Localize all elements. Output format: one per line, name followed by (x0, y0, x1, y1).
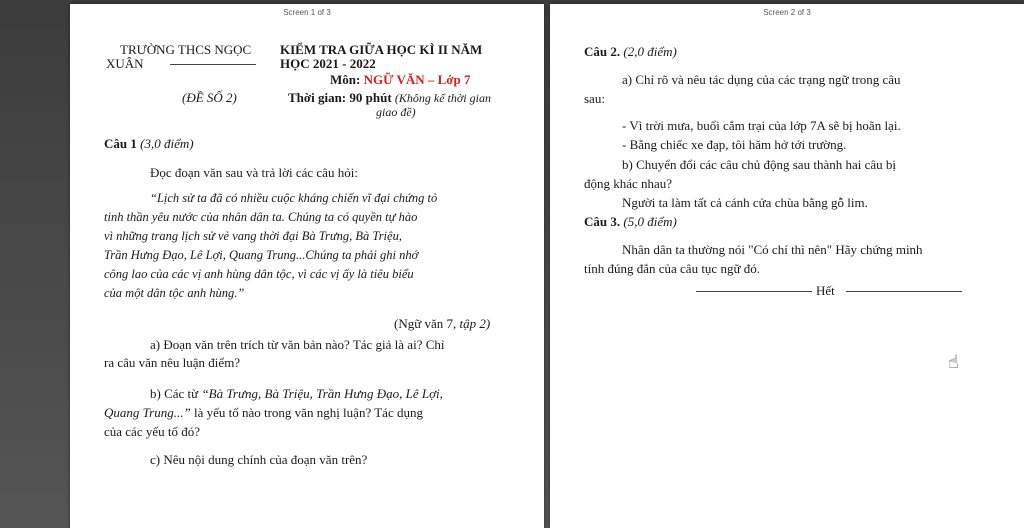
q2-title: Câu 2. (584, 44, 621, 59)
page-2 (550, 4, 1024, 528)
subject-label: Môn: (330, 72, 361, 87)
q1-b-quote2: Quang Trung...” (104, 405, 191, 420)
q1-title: Câu 1 (104, 136, 137, 151)
time-note-1: (Không kể thời gian (394, 91, 491, 105)
passage-line: Trần Hưng Đạo, Lê Lợi, Quang Trung...Chúng ta phải ghi nhớ (104, 248, 419, 262)
end-text: Hết (816, 283, 835, 298)
passage-line: của một dân tộc anh hùng.” (104, 286, 245, 300)
passage-line: công lao của các vị anh hùng dân tộc, vì các vị ấy là tiêu biểu (104, 267, 414, 281)
q3-line2: tính đúng đắn của câu tục ngữ đó. (584, 261, 761, 276)
exam-title-line2: HỌC 2021 - 2022 (280, 56, 376, 71)
end-rule-left (696, 291, 812, 292)
school-name-line2: XUÂN (106, 56, 144, 71)
school-name-line1: TRƯỜNG THCS NGỌC (120, 42, 252, 57)
passage-source (394, 314, 490, 334)
q1-heading (104, 134, 194, 154)
q2-points: (2,0 điểm) (623, 44, 677, 59)
source-prefix: (Ngữ văn 7, (394, 316, 457, 331)
page-2-screen-label: Screen 2 of 3 (763, 8, 811, 17)
passage-line: “Lịch sử ta đã có nhiều cuộc kháng chiến vĩ đại chứng tỏ (150, 191, 438, 205)
q2-part-a-line2: sau: (584, 91, 605, 106)
q1-points: (3,0 điểm) (140, 136, 194, 151)
passage-line: vì những trang lịch sử vẻ vang thời đại Bà Trưng, Bà Triệu, (104, 229, 402, 243)
subject-value: NGỮ VĂN – Lớp 7 (363, 72, 471, 87)
hand-cursor-icon: ☝ (948, 352, 959, 373)
q2-part-a-line1: a) Chỉ rõ và nêu tác dụng của các trạng ngữ trong câu (622, 72, 901, 87)
q2-heading (584, 42, 677, 62)
q3-points: (5,0 điểm) (623, 214, 677, 229)
q2-bullet-1: - Vì trời mưa, buổi cắm trại của lớp 7A sẽ bị hoãn lại. (622, 118, 901, 133)
q2-part-b-line1: b) Chuyển đổi các câu chủ động sau thành hai câu bị (622, 157, 896, 172)
time-note-2: giao đề) (376, 105, 416, 119)
q2-sentence: Người ta làm tất cả cánh cửa chùa bằng gỗ lim. (622, 195, 868, 210)
exam-title-line1: KIỂM TRA GIỮA HỌC KÌ II NĂM (280, 42, 483, 57)
q2-part-b-line2: động khác nhau? (584, 176, 673, 191)
q1-part-c: c) Nêu nội dung chính của đoạn văn trên? (150, 452, 368, 467)
passage-line: tinh thần yêu nước của nhân dân ta. Chúng ta có quyền tự hào (104, 210, 418, 224)
q3-heading (584, 212, 677, 232)
q1-part-b-line1 (150, 384, 443, 404)
exam-code: (ĐỀ SỐ 2) (182, 90, 237, 105)
q3-title: Câu 3. (584, 214, 621, 229)
end-rule-right (846, 291, 962, 292)
q1-b-rest: là yếu tố nào trong văn nghị luận? Tác dụng (193, 405, 423, 420)
page-1 (70, 4, 544, 528)
q1-b-quote1: “Bà Trưng, Bà Triệu, Trần Hưng Đạo, Lê Lợi, (201, 386, 443, 401)
q1-instruction: Đọc đoạn văn sau và trả lời các câu hỏi: (150, 165, 358, 180)
subject-line (330, 70, 470, 90)
q1-b-prefix: b) Các từ (150, 386, 199, 401)
source-suffix: tập 2) (459, 316, 491, 331)
q1-part-b-line2 (104, 403, 423, 423)
q1-part-a-line1: a) Đoạn văn trên trích từ văn bản nào? Tác giả là ai? Chỉ (150, 337, 445, 352)
q3-line1: Nhân dân ta thường nói "Có chí thì nên" Hãy chứng minh (622, 242, 923, 257)
q2-bullet-2: - Bằng chiếc xe đạp, tôi hăm hở tới trường. (622, 137, 847, 152)
q1-part-a-line2: ra câu văn nêu luận điểm? (104, 355, 241, 370)
time-label: Thời gian: 90 phút (288, 90, 392, 105)
school-underline (170, 64, 256, 65)
q1-part-b-line3: của các yếu tố đó? (104, 424, 201, 439)
page-1-screen-label: Screen 1 of 3 (283, 8, 331, 17)
